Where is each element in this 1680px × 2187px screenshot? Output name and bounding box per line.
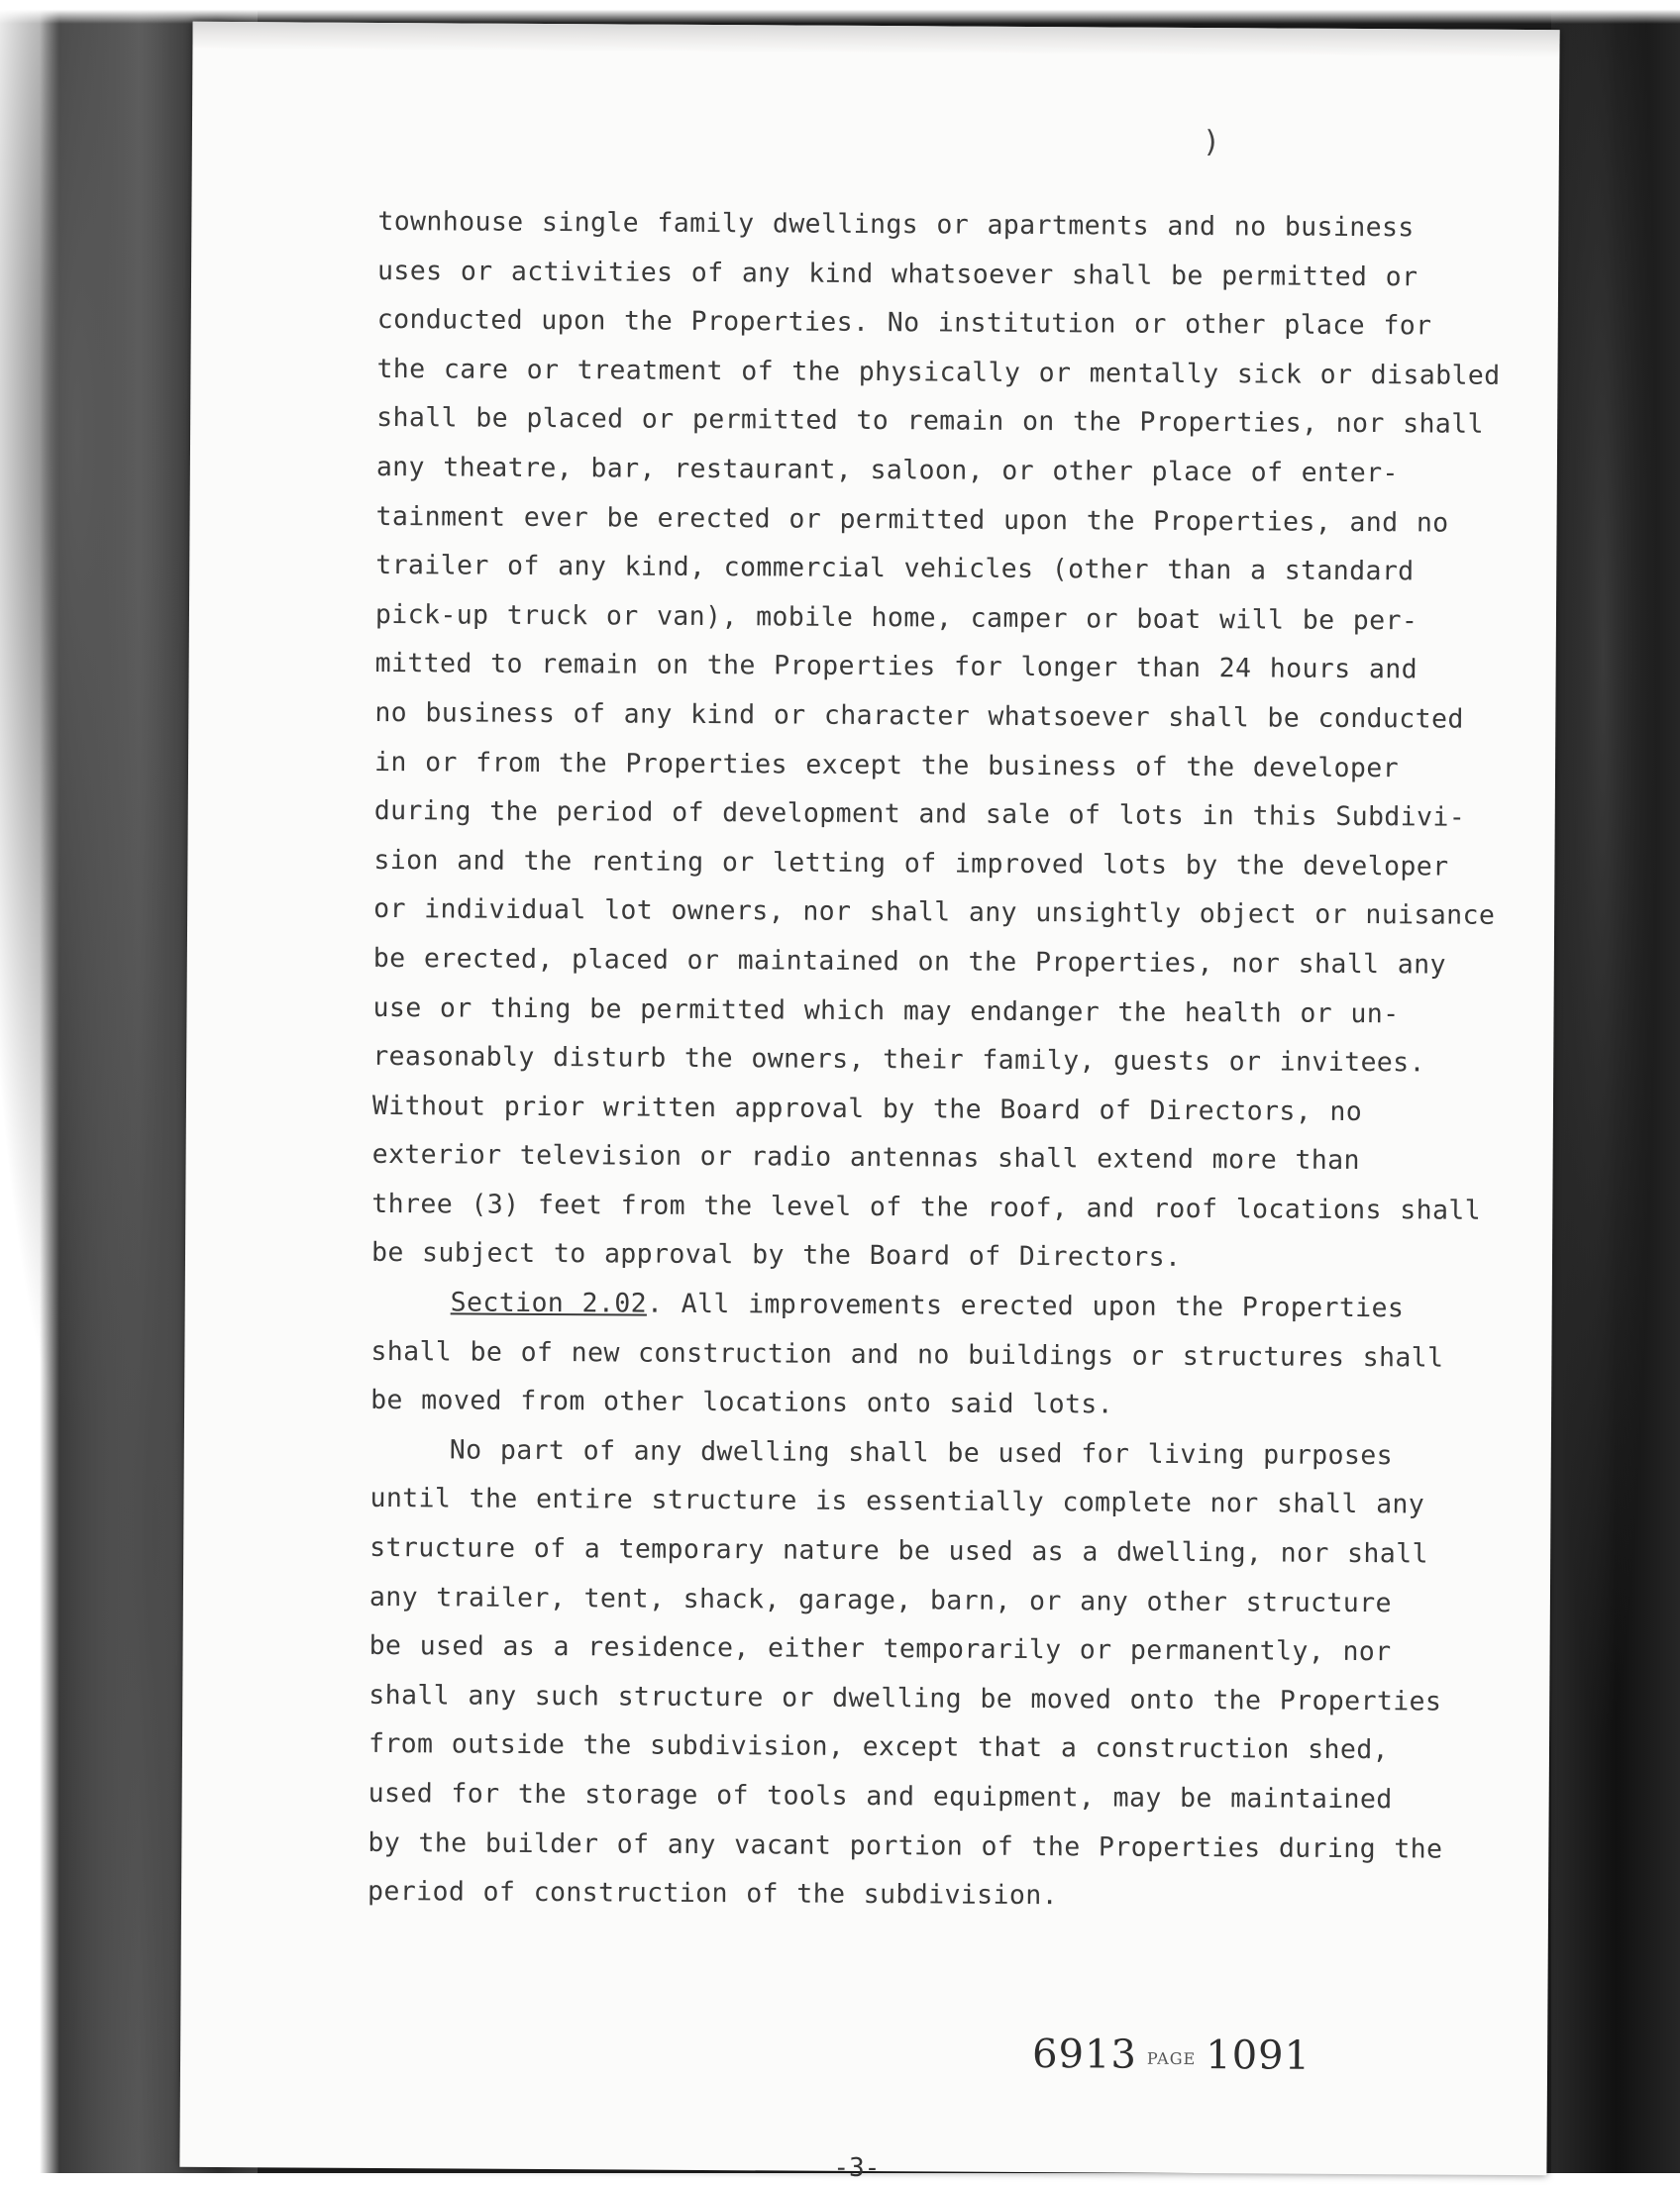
text-line: exterior television or radio antennas shall extend more than	[371, 1139, 1360, 1177]
text-line: or individual lot owners, nor shall any unsightly object or nuisance	[373, 893, 1496, 932]
text-line: used for the storage of tools and equipment, may be maintained	[368, 1777, 1393, 1816]
section-heading-line	[371, 1278, 1511, 1334]
section-first-line-text: . All improvements erected upon the Properties	[646, 1288, 1405, 1324]
text-line: sion and the renting or letting of improved lots by the developer	[373, 844, 1449, 883]
record-book-page-stamp	[1032, 2031, 1311, 2079]
text-line: trailer of any kind, commercial vehicles (other than a standard	[375, 550, 1415, 587]
text-line: use or thing be permitted which may endanger the health or un-	[372, 991, 1400, 1029]
text-line: reasonably disturb the owners, their family, guests or invitees.	[372, 1041, 1426, 1079]
text-line: be subject to approval by the Board of Directors.	[370, 1237, 1182, 1274]
text-line: period of construction of the subdivision.	[368, 1876, 1059, 1912]
text-line: by the builder of any vacant portion of the Properties during the	[368, 1826, 1443, 1865]
text-line: in or from the Properties except the business of the developer	[373, 746, 1400, 783]
text-line: shall be of new construction and no buildings or structures shall	[370, 1335, 1444, 1374]
record-page-abbrev: PAGE	[1146, 2048, 1197, 2068]
scan-top-border	[0, 0, 1680, 24]
text-line: no business of any kind or character whatsoever shall be conducted	[374, 696, 1464, 735]
page-top-edge	[192, 22, 1559, 57]
text-line: be used as a residence, either temporarily or permanently, nor	[368, 1630, 1392, 1668]
text-line: townhouse single family dwellings or apartments and no business	[377, 205, 1415, 244]
text-line: shall be placed or permitted to remain on the Properties, nor shall	[376, 402, 1485, 441]
text-line: be erected, placed or maintained on the Properties, nor shall any	[372, 942, 1446, 981]
text-line: structure of a temporary nature be used as a dwelling, nor shall	[369, 1531, 1428, 1570]
text-line: pick-up truck or van), mobile home, camper or boat will be per-	[374, 598, 1418, 637]
record-page-number: 1091	[1206, 2032, 1312, 2079]
text-line: be moved from other locations onto said lots.	[370, 1385, 1114, 1420]
text-line: mitted to remain on the Properties for longer than 24 hours and	[374, 648, 1418, 685]
text-line: shall any such structure or dwelling be moved onto the Properties	[368, 1679, 1442, 1718]
text-line: Without prior written approval by the Board of Directors, no	[371, 1090, 1363, 1127]
text-line: until the entire structure is essentially complete nor shall any	[369, 1483, 1425, 1520]
record-book-number: 6913	[1031, 2031, 1138, 2078]
text-line: conducted upon the Properties. No institution or other place for	[376, 304, 1432, 342]
document-page	[179, 22, 1559, 2184]
section-label: Section 2.02	[450, 1287, 648, 1319]
text-line: three (3) feet from the level of the roof, and roof locations shall	[371, 1188, 1482, 1226]
text-line: from outside the subdivision, except that a construction shed,	[368, 1728, 1390, 1766]
page-number: -3-	[833, 2152, 881, 2184]
text-line: tainment ever be erected or permitted upon the Properties, and no	[375, 500, 1449, 539]
text-line: the care or treatment of the physically or mentally sick or disabled	[376, 353, 1501, 391]
text-line: any theatre, bar, restaurant, saloon, or other place of enter-	[375, 451, 1399, 489]
text-line: uses or activities of any kind whatsoever shall be permitted or	[377, 255, 1418, 292]
text-line: any trailer, tent, shack, garage, barn, or any other structure	[368, 1581, 1392, 1618]
top-mark: )	[1202, 125, 1221, 160]
paragraph-first-line: No part of any dwelling shall be used for living purposes	[449, 1434, 1394, 1472]
scan-right-border	[1551, 0, 1680, 2187]
document-body	[368, 197, 1518, 1924]
text-line: during the period of development and sale of lots in this Subdivi-	[373, 795, 1466, 833]
